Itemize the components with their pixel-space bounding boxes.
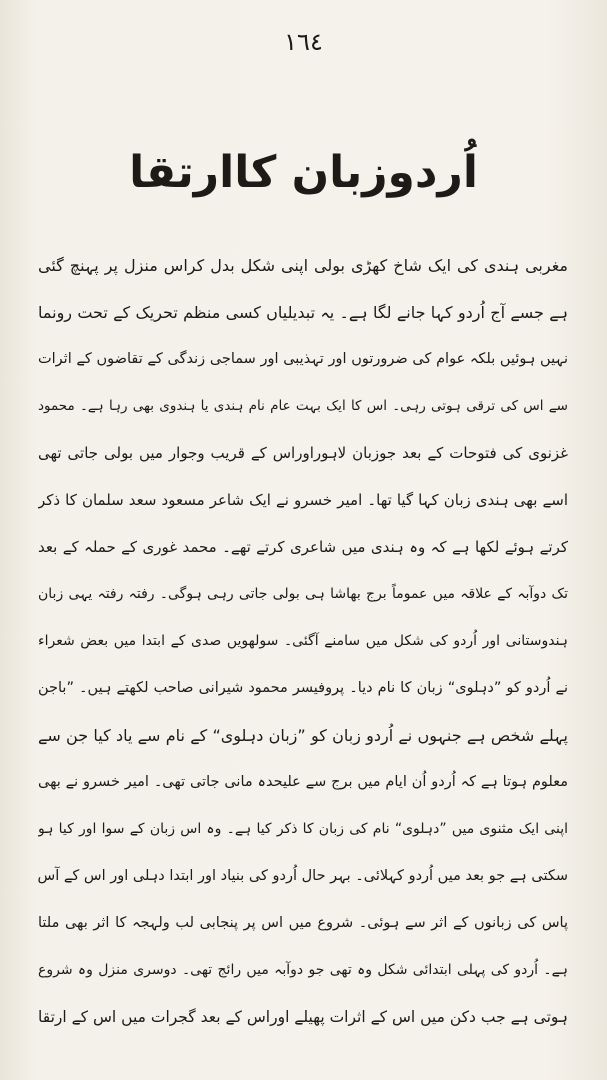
text-line: غزنوی کی فتوحات کے بعد جوزبان لاہوراوراس کے قریب وجوار میں بولی جاتی تھی [38, 444, 568, 462]
text-line: نے اُردو کو ”دہلوی“ زبان کا نام دیا۔ پروفیسر محمود شیرانی صاحب لکھتے ہیں۔ ”باجن [38, 680, 568, 696]
text-line: اپنی ایک مثنوی میں ”دہلوی“ نام کی زبان کا ذکر کیا ہے۔ وہ اس زبان کے سوا اور کیا ہو [38, 821, 568, 837]
chapter-title: اُردوزبان کاارتقا [129, 147, 478, 198]
text-line: مغربی ہندی کی ایک شاخ کھڑی بولی اپنی شکل بدل کراس منزل پر پہنچ گئی [38, 256, 568, 275]
text-line: پاس کی زبانوں کے اثر سے ہوئی۔ شروع میں اس پر پنجابی لب ولہجہ کا اثر بھی ملتا [38, 915, 568, 931]
text-line: سے اس کی ترقی ہوتی رہی۔ اس کا ایک بہت عام نام ہندی یا ہندوی بھی رہا ہے۔ محمود [38, 398, 568, 414]
text-line: کرتے ہوئے لکھا ہے کہ وہ ہندی میں شاعری کرتے تھے۔ محمد غوری کے حملہ کے بعد [38, 538, 568, 556]
text-line: تک دوآبہ کے علاقہ میں عموماً برج بھاشا ہی بولی جاتی رہی ہوگی۔ رفتہ رفتہ یہی زبان [38, 586, 568, 602]
body-text [38, 242, 568, 1041]
page-number: ١٦٤ [284, 28, 323, 56]
text-line: ہوتی ہے جب دکن میں اس کے اثرات پھیلے اوراس کے بعد گجرات میں اس کے ارتقا [38, 1008, 568, 1026]
text-line: نہیں ہوئیں بلکہ عوام کی ضرورتوں اور تہذیبی اور سماجی زندگی کے تقاضوں کے اثرات [38, 351, 568, 367]
text-line: سکتی ہے جو بعد میں اُردو کہلائی۔ بہر حال اُردو کی بنیاد اور ابتدا دہلی اور اس کے آس [38, 868, 568, 884]
text-line: پہلے شخص ہے جنہوں نے اُردو زبان کو ”زبان دہلوی“ کے نام سے یاد کیا جن سے [38, 726, 568, 745]
text-line: اسے بھی ہندی زبان کہا گیا تھا۔ امیر خسرو نے ایک شاعر مسعود سعد سلمان کا ذکر [38, 491, 568, 509]
text-line: ہندوستانی اور اُردو کی شکل میں سامنے آگئی۔ سولھویں صدی کے ابتدا میں بعض شعراء [38, 633, 568, 649]
text-line: ہے۔ اُردو کی پہلی ابتدائی شکل وہ تھی جو دوآبہ میں رائج تھی۔ دوسری منزل وہ شروع [38, 962, 568, 978]
text-line: ہے جسے آج اُردو کہا جانے لگا ہے۔ یہ تبدیلیاں کسی منظم تحریک کے تحت رونما [38, 303, 568, 322]
text-line: معلوم ہوتا ہے کہ اُردو اُن ایام میں برج سے علیحدہ مانی جاتی تھی۔ امیر خسرو نے بھی [38, 774, 568, 790]
